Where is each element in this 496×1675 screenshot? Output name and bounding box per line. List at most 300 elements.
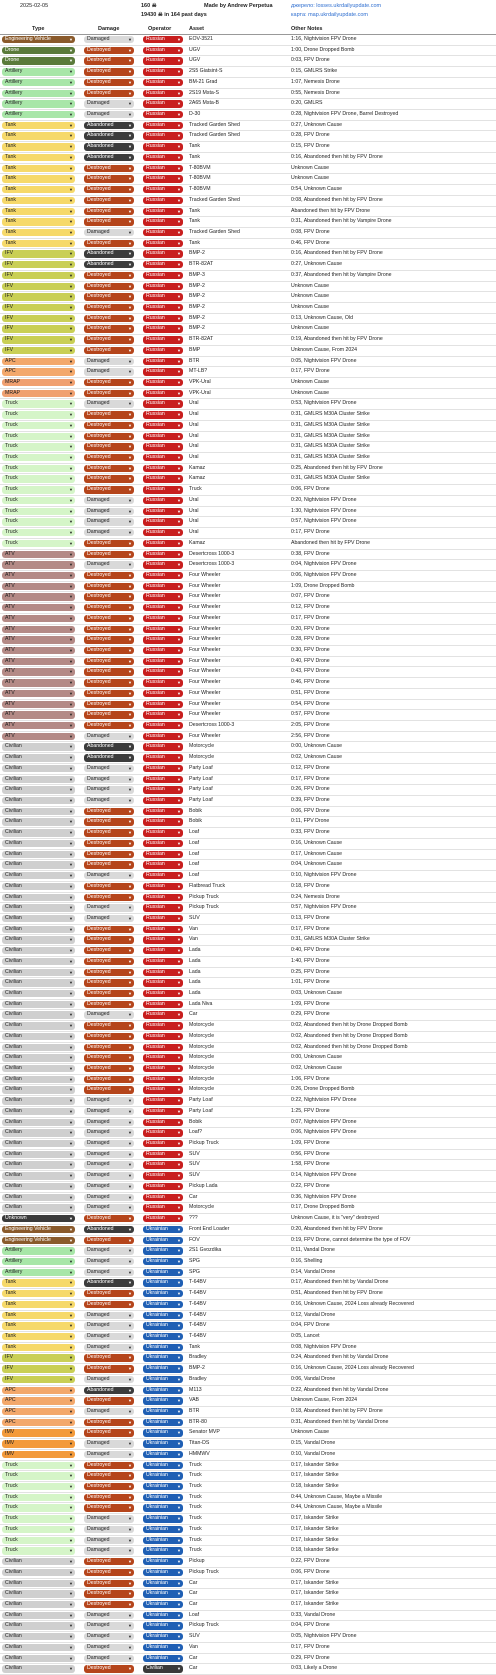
operator-dropdown[interactable] xyxy=(143,593,183,600)
type-dropdown[interactable] xyxy=(2,1354,75,1361)
type-dropdown[interactable] xyxy=(2,915,75,922)
type-dropdown[interactable] xyxy=(2,90,75,97)
type-dropdown[interactable] xyxy=(2,1108,75,1115)
operator-dropdown[interactable] xyxy=(143,175,183,182)
type-dropdown[interactable] xyxy=(2,143,75,150)
type-dropdown[interactable] xyxy=(2,175,75,182)
damage-dropdown[interactable] xyxy=(84,1119,134,1126)
type-dropdown[interactable] xyxy=(2,722,75,729)
operator-dropdown[interactable] xyxy=(143,1054,183,1061)
type-dropdown[interactable] xyxy=(2,1333,75,1340)
damage-dropdown[interactable] xyxy=(84,1215,134,1222)
damage-dropdown[interactable] xyxy=(84,615,134,622)
damage-dropdown[interactable] xyxy=(84,1376,134,1383)
damage-dropdown[interactable] xyxy=(84,1290,134,1297)
damage-dropdown[interactable] xyxy=(84,829,134,836)
damage-dropdown[interactable] xyxy=(84,1665,134,1672)
type-dropdown[interactable] xyxy=(2,325,75,332)
damage-dropdown[interactable] xyxy=(84,979,134,986)
operator-dropdown[interactable] xyxy=(143,1440,183,1447)
damage-dropdown[interactable] xyxy=(84,1301,134,1308)
type-dropdown[interactable] xyxy=(2,711,75,718)
damage-dropdown[interactable] xyxy=(84,154,134,161)
damage-dropdown[interactable] xyxy=(84,518,134,525)
operator-dropdown[interactable] xyxy=(143,304,183,311)
damage-dropdown[interactable] xyxy=(84,818,134,825)
type-dropdown[interactable] xyxy=(2,1569,75,1576)
operator-dropdown[interactable] xyxy=(143,100,183,107)
operator-dropdown[interactable] xyxy=(143,733,183,740)
damage-dropdown[interactable] xyxy=(84,1483,134,1490)
operator-dropdown[interactable] xyxy=(143,1537,183,1544)
operator-dropdown[interactable] xyxy=(143,658,183,665)
type-dropdown[interactable] xyxy=(2,1633,75,1640)
type-dropdown[interactable] xyxy=(2,111,75,118)
damage-dropdown[interactable] xyxy=(84,786,134,793)
type-dropdown[interactable] xyxy=(2,261,75,268)
damage-dropdown[interactable] xyxy=(84,100,134,107)
type-dropdown[interactable] xyxy=(2,615,75,622)
operator-dropdown[interactable] xyxy=(143,1526,183,1533)
damage-dropdown[interactable] xyxy=(84,358,134,365)
operator-dropdown[interactable] xyxy=(143,1354,183,1361)
operator-dropdown[interactable] xyxy=(143,1140,183,1147)
type-dropdown[interactable] xyxy=(2,1494,75,1501)
operator-dropdown[interactable] xyxy=(143,1451,183,1458)
operator-dropdown[interactable] xyxy=(143,79,183,86)
type-dropdown[interactable] xyxy=(2,1269,75,1276)
map-link[interactable]: карта: map.ukrdailyupdate.com xyxy=(291,12,369,18)
operator-dropdown[interactable] xyxy=(143,1376,183,1383)
operator-dropdown[interactable] xyxy=(143,701,183,708)
type-dropdown[interactable] xyxy=(2,1033,75,1040)
damage-dropdown[interactable] xyxy=(84,422,134,429)
damage-dropdown[interactable] xyxy=(84,165,134,172)
type-dropdown[interactable] xyxy=(2,1322,75,1329)
type-dropdown[interactable] xyxy=(2,1558,75,1565)
operator-dropdown[interactable] xyxy=(143,347,183,354)
type-dropdown[interactable] xyxy=(2,851,75,858)
damage-dropdown[interactable] xyxy=(84,1537,134,1544)
type-dropdown[interactable] xyxy=(2,475,75,482)
damage-dropdown[interactable] xyxy=(84,690,134,697)
type-dropdown[interactable] xyxy=(2,668,75,675)
type-dropdown[interactable] xyxy=(2,240,75,247)
type-dropdown[interactable] xyxy=(2,540,75,547)
damage-dropdown[interactable] xyxy=(84,250,134,257)
operator-dropdown[interactable] xyxy=(143,165,183,172)
type-dropdown[interactable] xyxy=(2,1601,75,1608)
damage-dropdown[interactable] xyxy=(84,1365,134,1372)
damage-dropdown[interactable] xyxy=(84,197,134,204)
damage-dropdown[interactable] xyxy=(84,1440,134,1447)
type-dropdown[interactable] xyxy=(2,1526,75,1533)
type-dropdown[interactable] xyxy=(2,1376,75,1383)
damage-dropdown[interactable] xyxy=(84,1333,134,1340)
type-dropdown[interactable] xyxy=(2,1537,75,1544)
type-dropdown[interactable] xyxy=(2,1161,75,1168)
damage-dropdown[interactable] xyxy=(84,1204,134,1211)
damage-dropdown[interactable] xyxy=(84,1258,134,1265)
type-dropdown[interactable] xyxy=(2,1215,75,1222)
damage-dropdown[interactable] xyxy=(84,208,134,215)
type-dropdown[interactable] xyxy=(2,583,75,590)
type-dropdown[interactable] xyxy=(2,1086,75,1093)
operator-dropdown[interactable] xyxy=(143,497,183,504)
operator-dropdown[interactable] xyxy=(143,1161,183,1168)
damage-dropdown[interactable] xyxy=(84,1247,134,1254)
damage-dropdown[interactable] xyxy=(84,1429,134,1436)
operator-dropdown[interactable] xyxy=(143,1612,183,1619)
operator-dropdown[interactable] xyxy=(143,765,183,772)
operator-dropdown[interactable] xyxy=(143,1097,183,1104)
damage-dropdown[interactable] xyxy=(84,1354,134,1361)
operator-dropdown[interactable] xyxy=(143,679,183,686)
type-dropdown[interactable] xyxy=(2,1290,75,1297)
operator-dropdown[interactable] xyxy=(143,1194,183,1201)
operator-dropdown[interactable] xyxy=(143,272,183,279)
operator-dropdown[interactable] xyxy=(143,1622,183,1629)
damage-dropdown[interactable] xyxy=(84,390,134,397)
type-dropdown[interactable] xyxy=(2,1590,75,1597)
damage-dropdown[interactable] xyxy=(84,904,134,911)
type-dropdown[interactable] xyxy=(2,1119,75,1126)
type-dropdown[interactable] xyxy=(2,818,75,825)
damage-dropdown[interactable] xyxy=(84,540,134,547)
damage-dropdown[interactable] xyxy=(84,626,134,633)
damage-dropdown[interactable] xyxy=(84,1494,134,1501)
damage-dropdown[interactable] xyxy=(84,218,134,225)
operator-dropdown[interactable] xyxy=(143,561,183,568)
damage-dropdown[interactable] xyxy=(84,347,134,354)
damage-dropdown[interactable] xyxy=(84,443,134,450)
type-dropdown[interactable] xyxy=(2,368,75,375)
type-dropdown[interactable] xyxy=(2,1301,75,1308)
damage-dropdown[interactable] xyxy=(84,122,134,129)
damage-dropdown[interactable] xyxy=(84,1108,134,1115)
damage-dropdown[interactable] xyxy=(84,475,134,482)
damage-dropdown[interactable] xyxy=(84,1194,134,1201)
operator-dropdown[interactable] xyxy=(143,411,183,418)
operator-dropdown[interactable] xyxy=(143,122,183,129)
type-dropdown[interactable] xyxy=(2,1312,75,1319)
type-dropdown[interactable] xyxy=(2,1054,75,1061)
damage-dropdown[interactable] xyxy=(84,1011,134,1018)
type-dropdown[interactable] xyxy=(2,861,75,868)
type-dropdown[interactable] xyxy=(2,132,75,139)
type-dropdown[interactable] xyxy=(2,904,75,911)
operator-dropdown[interactable] xyxy=(143,1129,183,1136)
type-dropdown[interactable] xyxy=(2,1504,75,1511)
operator-dropdown[interactable] xyxy=(143,1119,183,1126)
type-dropdown[interactable] xyxy=(2,786,75,793)
type-dropdown[interactable] xyxy=(2,1644,75,1651)
operator-dropdown[interactable] xyxy=(143,1408,183,1415)
operator-dropdown[interactable] xyxy=(143,926,183,933)
type-dropdown[interactable] xyxy=(2,1076,75,1083)
damage-dropdown[interactable] xyxy=(84,465,134,472)
type-dropdown[interactable] xyxy=(2,1408,75,1415)
damage-dropdown[interactable] xyxy=(84,840,134,847)
damage-dropdown[interactable] xyxy=(84,240,134,247)
type-dropdown[interactable] xyxy=(2,765,75,772)
damage-dropdown[interactable] xyxy=(84,1279,134,1286)
type-dropdown[interactable] xyxy=(2,979,75,986)
type-dropdown[interactable] xyxy=(2,358,75,365)
type-dropdown[interactable] xyxy=(2,1140,75,1147)
damage-dropdown[interactable] xyxy=(84,529,134,536)
operator-dropdown[interactable] xyxy=(143,57,183,64)
type-dropdown[interactable] xyxy=(2,433,75,440)
type-dropdown[interactable] xyxy=(2,604,75,611)
type-dropdown[interactable] xyxy=(2,529,75,536)
damage-dropdown[interactable] xyxy=(84,915,134,922)
damage-dropdown[interactable] xyxy=(84,486,134,493)
damage-dropdown[interactable] xyxy=(84,1054,134,1061)
type-dropdown[interactable] xyxy=(2,508,75,515)
damage-dropdown[interactable] xyxy=(84,315,134,322)
damage-dropdown[interactable] xyxy=(84,132,134,139)
operator-dropdown[interactable] xyxy=(143,626,183,633)
operator-dropdown[interactable] xyxy=(143,325,183,332)
type-dropdown[interactable] xyxy=(2,1172,75,1179)
operator-dropdown[interactable] xyxy=(143,969,183,976)
damage-dropdown[interactable] xyxy=(84,1172,134,1179)
operator-dropdown[interactable] xyxy=(143,1462,183,1469)
type-dropdown[interactable] xyxy=(2,1011,75,1018)
damage-dropdown[interactable] xyxy=(84,36,134,43)
type-dropdown[interactable] xyxy=(2,1419,75,1426)
operator-dropdown[interactable] xyxy=(143,390,183,397)
operator-dropdown[interactable] xyxy=(143,1151,183,1158)
operator-dropdown[interactable] xyxy=(143,1515,183,1522)
type-dropdown[interactable] xyxy=(2,186,75,193)
operator-dropdown[interactable] xyxy=(143,315,183,322)
damage-dropdown[interactable] xyxy=(84,883,134,890)
type-dropdown[interactable] xyxy=(2,1279,75,1286)
type-dropdown[interactable] xyxy=(2,336,75,343)
damage-dropdown[interactable] xyxy=(84,1515,134,1522)
damage-dropdown[interactable] xyxy=(84,990,134,997)
damage-dropdown[interactable] xyxy=(84,1419,134,1426)
operator-dropdown[interactable] xyxy=(143,647,183,654)
damage-dropdown[interactable] xyxy=(84,668,134,675)
type-dropdown[interactable] xyxy=(2,701,75,708)
damage-dropdown[interactable] xyxy=(84,958,134,965)
type-dropdown[interactable] xyxy=(2,733,75,740)
type-dropdown[interactable] xyxy=(2,593,75,600)
type-dropdown[interactable] xyxy=(2,1183,75,1190)
damage-dropdown[interactable] xyxy=(84,636,134,643)
operator-dropdown[interactable] xyxy=(143,465,183,472)
type-dropdown[interactable] xyxy=(2,165,75,172)
operator-dropdown[interactable] xyxy=(143,1215,183,1222)
type-dropdown[interactable] xyxy=(2,1580,75,1587)
damage-dropdown[interactable] xyxy=(84,947,134,954)
damage-dropdown[interactable] xyxy=(84,272,134,279)
type-dropdown[interactable] xyxy=(2,1022,75,1029)
type-dropdown[interactable] xyxy=(2,743,75,750)
damage-dropdown[interactable] xyxy=(84,508,134,515)
operator-dropdown[interactable] xyxy=(143,1429,183,1436)
operator-dropdown[interactable] xyxy=(143,1204,183,1211)
operator-dropdown[interactable] xyxy=(143,1033,183,1040)
operator-dropdown[interactable] xyxy=(143,1644,183,1651)
damage-dropdown[interactable] xyxy=(84,1022,134,1029)
damage-dropdown[interactable] xyxy=(84,1312,134,1319)
operator-dropdown[interactable] xyxy=(143,111,183,118)
operator-dropdown[interactable] xyxy=(143,1076,183,1083)
operator-dropdown[interactable] xyxy=(143,90,183,97)
type-dropdown[interactable] xyxy=(2,315,75,322)
type-dropdown[interactable] xyxy=(2,1258,75,1265)
type-dropdown[interactable] xyxy=(2,1001,75,1008)
type-dropdown[interactable] xyxy=(2,465,75,472)
operator-dropdown[interactable] xyxy=(143,1086,183,1093)
damage-dropdown[interactable] xyxy=(84,1504,134,1511)
operator-dropdown[interactable] xyxy=(143,1419,183,1426)
operator-dropdown[interactable] xyxy=(143,379,183,386)
operator-dropdown[interactable] xyxy=(143,1633,183,1640)
damage-dropdown[interactable] xyxy=(84,1237,134,1244)
operator-dropdown[interactable] xyxy=(143,722,183,729)
damage-dropdown[interactable] xyxy=(84,1547,134,1554)
operator-dropdown[interactable] xyxy=(143,1472,183,1479)
type-dropdown[interactable] xyxy=(2,79,75,86)
operator-dropdown[interactable] xyxy=(143,358,183,365)
type-dropdown[interactable] xyxy=(2,197,75,204)
operator-dropdown[interactable] xyxy=(143,518,183,525)
operator-dropdown[interactable] xyxy=(143,336,183,343)
type-dropdown[interactable] xyxy=(2,272,75,279)
operator-dropdown[interactable] xyxy=(143,1601,183,1608)
damage-dropdown[interactable] xyxy=(84,1086,134,1093)
type-dropdown[interactable] xyxy=(2,754,75,761)
damage-dropdown[interactable] xyxy=(84,293,134,300)
operator-dropdown[interactable] xyxy=(143,1044,183,1051)
type-dropdown[interactable] xyxy=(2,1129,75,1136)
operator-dropdown[interactable] xyxy=(143,1504,183,1511)
type-dropdown[interactable] xyxy=(2,100,75,107)
damage-dropdown[interactable] xyxy=(84,583,134,590)
operator-dropdown[interactable] xyxy=(143,1590,183,1597)
operator-dropdown[interactable] xyxy=(143,197,183,204)
operator-dropdown[interactable] xyxy=(143,1011,183,1018)
type-dropdown[interactable] xyxy=(2,379,75,386)
damage-dropdown[interactable] xyxy=(84,1408,134,1415)
operator-dropdown[interactable] xyxy=(143,68,183,75)
operator-dropdown[interactable] xyxy=(143,1322,183,1329)
type-dropdown[interactable] xyxy=(2,1622,75,1629)
damage-dropdown[interactable] xyxy=(84,1622,134,1629)
operator-dropdown[interactable] xyxy=(143,1279,183,1286)
damage-dropdown[interactable] xyxy=(84,368,134,375)
operator-dropdown[interactable] xyxy=(143,990,183,997)
damage-dropdown[interactable] xyxy=(84,1269,134,1276)
type-dropdown[interactable] xyxy=(2,229,75,236)
operator-dropdown[interactable] xyxy=(143,433,183,440)
operator-dropdown[interactable] xyxy=(143,368,183,375)
type-dropdown[interactable] xyxy=(2,36,75,43)
operator-dropdown[interactable] xyxy=(143,894,183,901)
type-dropdown[interactable] xyxy=(2,840,75,847)
operator-dropdown[interactable] xyxy=(143,711,183,718)
damage-dropdown[interactable] xyxy=(84,497,134,504)
damage-dropdown[interactable] xyxy=(84,1151,134,1158)
type-dropdown[interactable] xyxy=(2,572,75,579)
operator-dropdown[interactable] xyxy=(143,1397,183,1404)
operator-dropdown[interactable] xyxy=(143,1247,183,1254)
operator-dropdown[interactable] xyxy=(143,808,183,815)
damage-dropdown[interactable] xyxy=(84,572,134,579)
damage-dropdown[interactable] xyxy=(84,1526,134,1533)
damage-dropdown[interactable] xyxy=(84,733,134,740)
operator-dropdown[interactable] xyxy=(143,486,183,493)
operator-dropdown[interactable] xyxy=(143,1344,183,1351)
damage-dropdown[interactable] xyxy=(84,454,134,461)
damage-dropdown[interactable] xyxy=(84,776,134,783)
type-dropdown[interactable] xyxy=(2,1097,75,1104)
operator-dropdown[interactable] xyxy=(143,1226,183,1233)
type-dropdown[interactable] xyxy=(2,1237,75,1244)
operator-dropdown[interactable] xyxy=(143,143,183,150)
damage-dropdown[interactable] xyxy=(84,1612,134,1619)
operator-dropdown[interactable] xyxy=(143,508,183,515)
damage-dropdown[interactable] xyxy=(84,1344,134,1351)
type-dropdown[interactable] xyxy=(2,1247,75,1254)
operator-dropdown[interactable] xyxy=(143,250,183,257)
operator-dropdown[interactable] xyxy=(143,1547,183,1554)
damage-dropdown[interactable] xyxy=(84,1655,134,1662)
type-dropdown[interactable] xyxy=(2,551,75,558)
damage-dropdown[interactable] xyxy=(84,304,134,311)
damage-dropdown[interactable] xyxy=(84,57,134,64)
operator-dropdown[interactable] xyxy=(143,636,183,643)
damage-dropdown[interactable] xyxy=(84,1044,134,1051)
damage-dropdown[interactable] xyxy=(84,379,134,386)
damage-dropdown[interactable] xyxy=(84,411,134,418)
damage-dropdown[interactable] xyxy=(84,1633,134,1640)
damage-dropdown[interactable] xyxy=(84,593,134,600)
damage-dropdown[interactable] xyxy=(84,283,134,290)
damage-dropdown[interactable] xyxy=(84,90,134,97)
type-dropdown[interactable] xyxy=(2,283,75,290)
operator-dropdown[interactable] xyxy=(143,218,183,225)
operator-dropdown[interactable] xyxy=(143,1065,183,1072)
damage-dropdown[interactable] xyxy=(84,1644,134,1651)
type-dropdown[interactable] xyxy=(2,1044,75,1051)
type-dropdown[interactable] xyxy=(2,1151,75,1158)
damage-dropdown[interactable] xyxy=(84,1580,134,1587)
operator-dropdown[interactable] xyxy=(143,154,183,161)
damage-dropdown[interactable] xyxy=(84,1558,134,1565)
damage-dropdown[interactable] xyxy=(84,68,134,75)
operator-dropdown[interactable] xyxy=(143,1365,183,1372)
type-dropdown[interactable] xyxy=(2,68,75,75)
damage-dropdown[interactable] xyxy=(84,1601,134,1608)
damage-dropdown[interactable] xyxy=(84,1397,134,1404)
type-dropdown[interactable] xyxy=(2,497,75,504)
type-dropdown[interactable] xyxy=(2,1226,75,1233)
type-dropdown[interactable] xyxy=(2,1440,75,1447)
damage-dropdown[interactable] xyxy=(84,1387,134,1394)
operator-dropdown[interactable] xyxy=(143,551,183,558)
operator-dropdown[interactable] xyxy=(143,261,183,268)
operator-dropdown[interactable] xyxy=(143,754,183,761)
operator-dropdown[interactable] xyxy=(143,1580,183,1587)
type-dropdown[interactable] xyxy=(2,57,75,64)
damage-dropdown[interactable] xyxy=(84,325,134,332)
